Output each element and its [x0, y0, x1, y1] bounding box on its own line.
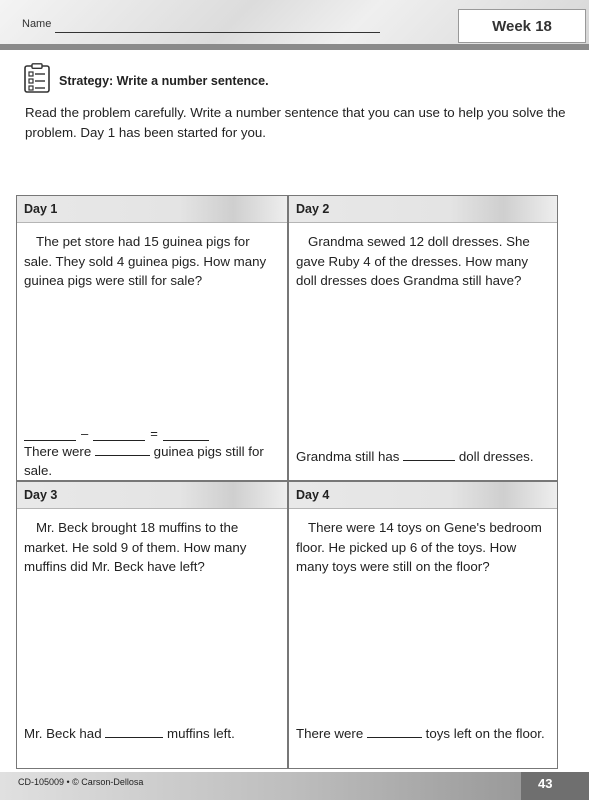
day-1-answer-sentence: [24, 442, 276, 480]
day-3-cell: [17, 482, 287, 768]
page-number: 43: [538, 776, 553, 791]
equals-sign: =: [150, 426, 158, 441]
day-2-problem: Grandma sewed 12 doll dresses. She gave Ruby 4 of the dresses. How many doll dresses does Grandma still have?: [296, 234, 530, 288]
day-4-problem: There were 14 toys on Gene's bedroom floor. He picked up 6 of the toys. How many toys were still on the floor?: [296, 520, 542, 574]
day-2-answer-sentence: [296, 447, 548, 466]
day-1-answer-after: guinea pigs still for sale.: [24, 444, 264, 478]
day-1-cell: [17, 196, 287, 480]
instructions-text: Read the problem carefully. Write a number sentence that you can use to help you solve the problem. Day 1 has been started for you.: [25, 105, 566, 140]
equation-blank-3[interactable]: [163, 428, 209, 441]
day-2-answer-before: Grandma still has: [296, 449, 400, 464]
day-2-header: [289, 196, 557, 223]
day-1-answer-before: There were: [24, 444, 92, 459]
clipboard-checklist-icon: [24, 63, 50, 93]
day-4-header: [289, 482, 557, 509]
page-footer: [0, 772, 589, 800]
day-4-answer-before: There were: [296, 726, 364, 741]
week-label: Week 18: [492, 17, 552, 35]
day-2-cell: [289, 196, 557, 480]
day-1-header: [17, 196, 287, 223]
day-1-equation: [24, 426, 209, 441]
day-2-answer-blank[interactable]: [403, 448, 455, 461]
problems-grid: [16, 195, 558, 769]
day-4-label: Day 4: [296, 488, 330, 502]
name-label: Name: [22, 18, 52, 30]
page-number-badge: [521, 772, 589, 800]
day-2-label: Day 2: [296, 202, 330, 216]
day-3-problem: Mr. Beck brought 18 muffins to the market. He sold 9 of them. How many muffins did Mr. Beck have left?: [24, 520, 247, 574]
day-3-header: [17, 482, 287, 509]
day-1-problem: The pet store had 15 guinea pigs for sale. They sold 4 guinea pigs. How many guinea pigs were still for sale?: [24, 234, 267, 288]
day-4-cell: [289, 482, 557, 768]
header-band: [0, 44, 589, 50]
minus-sign: –: [81, 426, 89, 441]
equation-blank-2[interactable]: [93, 428, 145, 441]
week-badge: [458, 9, 586, 43]
day-4-answer-blank[interactable]: [367, 725, 422, 738]
day-3-answer-after: muffins left.: [167, 726, 235, 741]
footer-credit: CD-105009 • © Carson-Dellosa: [18, 777, 144, 787]
day-3-answer-before: Mr. Beck had: [24, 726, 102, 741]
equation-blank-1[interactable]: [24, 428, 76, 441]
day-3-answer-sentence: [24, 724, 276, 743]
day-1-answer-blank[interactable]: [95, 443, 150, 456]
day-3-answer-blank[interactable]: [105, 725, 163, 738]
page-header: [0, 0, 589, 50]
strategy-title: Strategy: Write a number sentence.: [59, 74, 269, 88]
name-field[interactable]: [55, 32, 380, 33]
day-3-label: Day 3: [24, 488, 58, 502]
day-4-answer-after: toys left on the floor.: [425, 726, 545, 741]
day-1-label: Day 1: [24, 202, 58, 216]
day-2-answer-after: doll dresses.: [458, 449, 534, 464]
day-4-answer-sentence: [296, 724, 548, 743]
